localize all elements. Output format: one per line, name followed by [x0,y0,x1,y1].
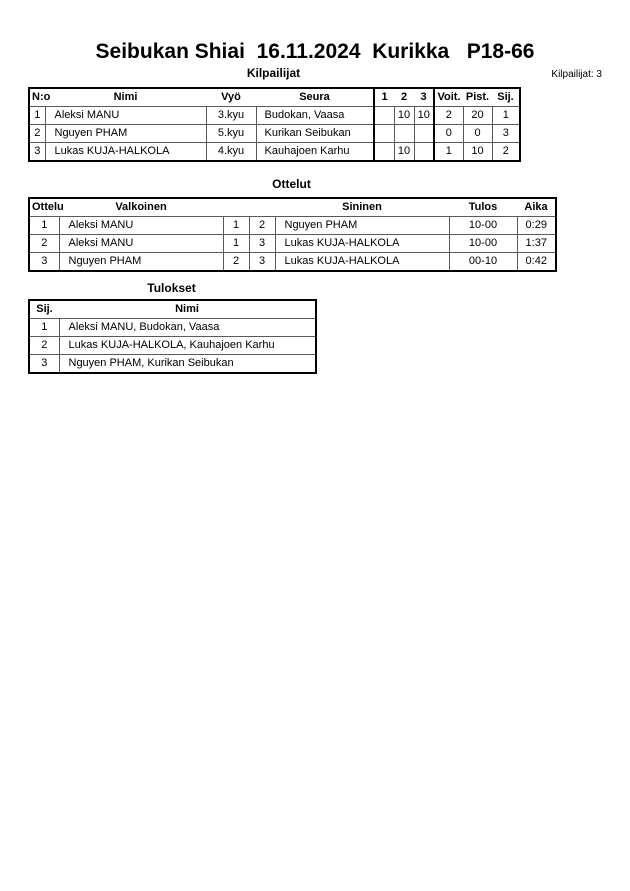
page-title: Seibukan Shiai 16.11.2024 Kurikka P18-66 [95,40,535,63]
round1-score [374,107,394,125]
match-time: 0:42 [517,253,556,272]
results-heading: Tulokset [147,281,196,295]
competitor-name: Lukas KUJA-HALKOLA [45,143,206,162]
round2-score: 10 [394,143,414,162]
round2-score: 10 [394,107,414,125]
competitor-club: Budokan, Vaasa [256,107,374,125]
white-name: Aleksi MANU [59,235,223,253]
result-row [29,319,316,337]
blue-no: 3 [249,253,275,272]
competitor-row [29,125,520,143]
competitor-name: Nguyen PHAM [45,125,206,143]
competitor-row [29,143,520,162]
match-no: 2 [29,235,59,253]
result-name: Aleksi MANU, Budokan, Vaasa [59,319,316,337]
matches-header-row [29,198,556,217]
col-header-sininen: Sininen [275,198,449,217]
match-result: 10-00 [449,217,517,235]
blue-no: 2 [249,217,275,235]
round3-score: 10 [414,107,434,125]
white-name: Aleksi MANU [59,217,223,235]
match-time: 0:29 [517,217,556,235]
competitor-club: Kurikan Seibukan [256,125,374,143]
round1-score [374,143,394,162]
white-no: 2 [223,253,249,272]
round3-score [414,125,434,143]
col-header-seura: Seura [256,88,374,107]
competitor-no: 1 [29,107,45,125]
col-header-valkoinen: Valkoinen [59,198,223,217]
matches-table [28,197,557,272]
blue-name: Lukas KUJA-HALKOLA [275,253,449,272]
competitors-table [28,87,521,162]
col-header-nimi: Nimi [59,300,316,319]
result-name: Nguyen PHAM, Kurikan Seibukan [59,355,316,374]
competitor-club: Kauhajoen Karhu [256,143,374,162]
competitor-no: 2 [29,125,45,143]
points-value: 10 [463,143,492,162]
white-name: Nguyen PHAM [59,253,223,272]
competitor-row [29,107,520,125]
result-place: 3 [29,355,59,374]
match-result: 10-00 [449,235,517,253]
round3-score [414,143,434,162]
result-row [29,337,316,355]
blue-name: Lukas KUJA-HALKOLA [275,235,449,253]
match-no: 1 [29,217,59,235]
col-header-sij: Sij. [492,88,520,107]
matches-heading: Ottelut [272,177,311,191]
competitor-count: Kilpailijat: 3 [551,69,602,80]
competitor-no: 3 [29,143,45,162]
blue-name: Nguyen PHAM [275,217,449,235]
col-header-sij: Sij. [29,300,59,319]
results-table [28,299,317,374]
white-no: 1 [223,235,249,253]
place-value: 3 [492,125,520,143]
round2-score [394,125,414,143]
result-name: Lukas KUJA-HALKOLA, Kauhajoen Karhu [59,337,316,355]
place-value: 1 [492,107,520,125]
results-header-row [29,300,316,319]
match-row [29,217,556,235]
competitor-belt: 4.kyu [206,143,256,162]
points-value: 0 [463,125,492,143]
col-header-tulos: Tulos [449,198,517,217]
col-header-nimi: Nimi [45,88,206,107]
match-time: 1:37 [517,235,556,253]
competitors-header-row [29,88,520,107]
col-header-blue-no [249,198,275,217]
blue-no: 3 [249,235,275,253]
round1-score [374,125,394,143]
col-header-pist: Pist. [463,88,492,107]
col-header-ottelu: Ottelu [29,198,59,217]
competitors-heading: Kilpailijat [246,66,301,80]
col-header-voit: Voit. [434,88,463,107]
col-header-round1: 1 [374,88,394,107]
match-row [29,253,556,272]
col-header-round3: 3 [414,88,434,107]
points-value: 20 [463,107,492,125]
col-header-vyo: Vyö [206,88,256,107]
wins-value: 2 [434,107,463,125]
wins-value: 1 [434,143,463,162]
col-header-white-no [223,198,249,217]
competitor-belt: 5.kyu [206,125,256,143]
white-no: 1 [223,217,249,235]
match-result: 00-10 [449,253,517,272]
match-no: 3 [29,253,59,272]
result-place: 2 [29,337,59,355]
col-header-round2: 2 [394,88,414,107]
col-header-no: N:o [29,88,45,107]
place-value: 2 [492,143,520,162]
result-place: 1 [29,319,59,337]
match-row [29,235,556,253]
competitor-belt: 3.kyu [206,107,256,125]
col-header-aika: Aika [517,198,556,217]
wins-value: 0 [434,125,463,143]
competitor-name: Aleksi MANU [45,107,206,125]
result-row [29,355,316,374]
